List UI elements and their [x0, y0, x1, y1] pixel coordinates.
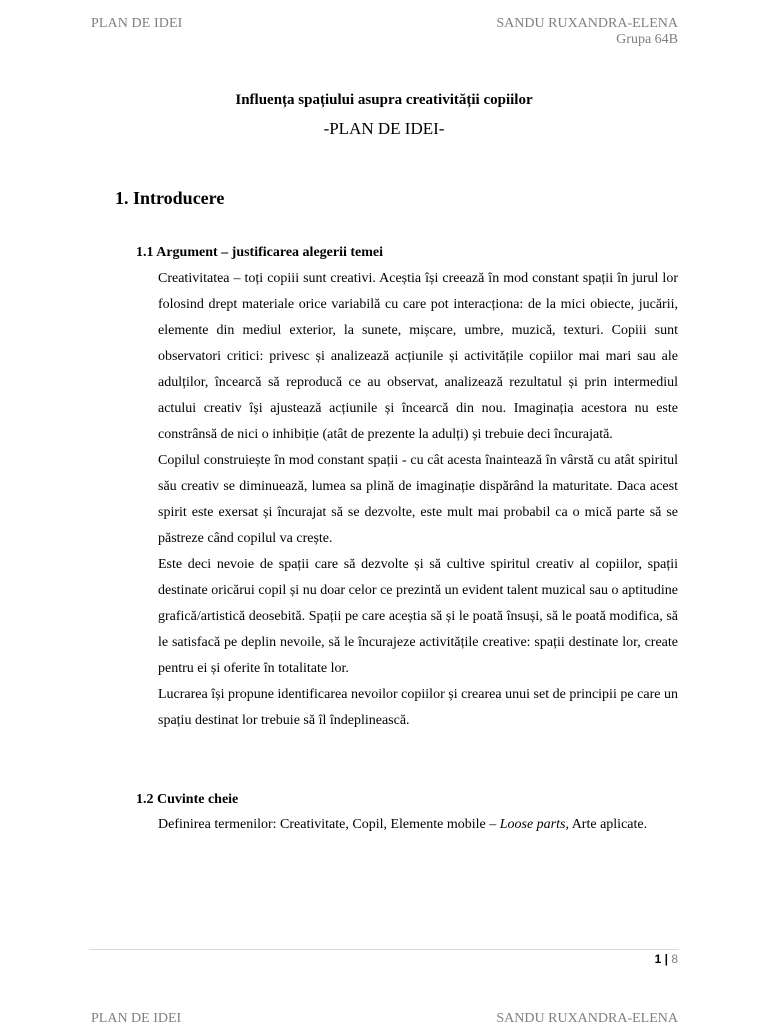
paragraph: Este deci nevoie de spații care să dezvolte și să cultive spiritul creativ al copiilor, spații destinate oricărui copil și nu doar celor ce prezintă un evident talent muzical sau o aptitudine grafică/artistică deosebită. Spații pe care aceștia să și le poată însuși, să le poată modifica, să le satisfacă pe deplin nevoile, să le încurajeze activitățile creative: spații destinate lor, create pentru ei și oferite în totalitate lor.	[158, 557, 678, 676]
document-subtitle: -PLAN DE IDEI-	[323, 119, 445, 138]
footer-divider	[89, 949, 679, 950]
keywords-italic: Loose parts	[499, 817, 566, 832]
next-page-header-right: SANDU RUXANDRA-ELENA	[496, 1011, 678, 1026]
page-total: 8	[671, 952, 678, 966]
paragraph: Copilul construiește în mod constant spații - cu cât acesta înaintează în vârstă cu atât spiritul său creativ se diminuează, lumea sa plină de imaginație dispărând la maturitate. Daca acest spirit este exersat și încurajat să se dezvolte, este mult mai probabil ca o mică parte să se păstreze când copilul va crește.	[158, 453, 678, 546]
section-heading-introducere: 1. Introducere	[115, 188, 225, 208]
document-title: Influența spațiului asupra creativității copiilor	[235, 92, 533, 108]
paragraph: Lucrarea își propune identificarea nevoilor copiilor și crearea unui set de principii pe care un spațiu destinat lor trebuie să îl îndeplinească.	[158, 687, 678, 728]
keywords-body	[158, 812, 678, 838]
argument-body	[158, 266, 678, 734]
page-current: 1	[654, 952, 662, 966]
header-right	[496, 16, 678, 48]
next-page-header-left: PLAN DE IDEI	[91, 1011, 182, 1026]
page-separator: |	[664, 952, 668, 966]
keywords-paragraph	[158, 812, 678, 838]
header-group: Grupa 64B	[616, 32, 678, 47]
paragraph: Creativitatea – toți copiii sunt creativi. Aceștia își creează în mod constant spații în jurul lor folosind drept materiale orice variabilă cu care pot interacționa: de la mici obiecte, jucării, elemente din mediul exterior, la sunete, mișcare, umbre, muzică, texturi. Copiii sunt observatori critici: privesc și analizează acțiunile și activitățile copiilor mai mari sau ale adulților, încearcă să reproducă ce au observat, analizează rezultatul și prin intermediul actului creativ își ajustează acțiunile și încearcă din nou. Imaginația acestora nu este constrânsă de nici o inhibiție (atât de prezente la adulți) și trebuie deci încurajată.	[158, 271, 678, 442]
keywords-text: Definirea termenilor: Creativitate, Copil, Elemente mobile –	[158, 817, 500, 832]
keywords-text-end: , Arte aplicate.	[565, 817, 648, 832]
page-number	[655, 952, 678, 966]
subsection-heading-argument: 1.1 Argument – justificarea alegerii temei	[136, 245, 384, 260]
header-left-title: PLAN DE IDEI	[91, 16, 183, 31]
header-author: SANDU RUXANDRA-ELENA	[496, 16, 678, 31]
subsection-heading-cuvinte-cheie: 1.2 Cuvinte cheie	[136, 792, 239, 807]
